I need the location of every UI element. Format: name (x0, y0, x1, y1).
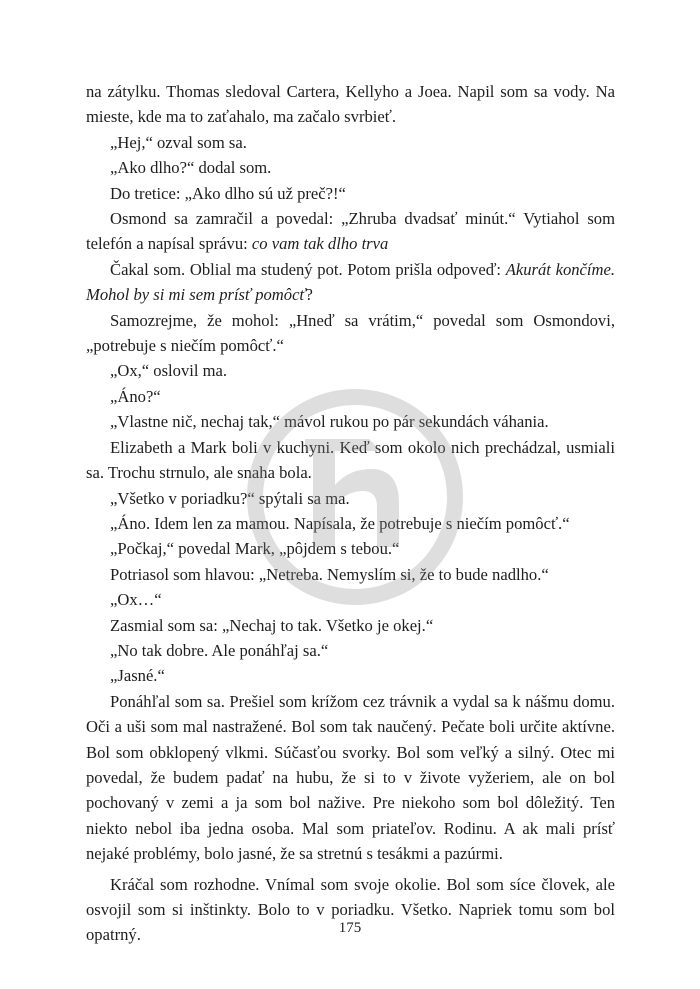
paragraph-5-italic: co vam tak dlho trva (251, 234, 389, 254)
paragraph-19: „Jasné.“ (110, 666, 165, 686)
paragraph-12: „Všetko v poriadku?“ spýtali sa ma. (110, 488, 350, 508)
page-body (86, 79, 615, 948)
paragraph-5 (86, 206, 615, 257)
paragraph-8: „Ox,“ oslovil ma. (110, 361, 228, 381)
paragraph-16: „Ox…“ (110, 590, 162, 610)
paragraph-3: „Ako dlho?“ dodal som. (110, 158, 272, 178)
paragraph-6-text: Čakal som. Oblial ma studený pot. Potom prišla odpoveď: (110, 259, 506, 279)
paragraph-6 (86, 257, 615, 308)
paragraph-10: „Vlastne nič, nechaj tak,“ mávol rukou po pár sekundách váhania. (110, 412, 549, 432)
paragraph-21: Kráčal som rozhodne. Vnímal som svoje okolie. Bol som síce človek, ale osvojil som si inštinkty. Bolo to v poriadku. Všetko. Napriek tomu som bol opatrný. (86, 874, 615, 945)
paragraph-20: Ponáhľal som sa. Prešiel som krížom cez trávnik a vydal sa k nášmu domu. Oči a uši som mal nastražené. Bol som tak naučený. Pečate boli určite aktívne. Bol som obklopený vlkmi. Súčasťou svorky. Bol som veľký a silný. Otec mi povedal, že budem padať na hubu, že si to v živote vyžeriem, ale on bol pochovaný v zemi a ja som bol nažive. Pre niekoho som bol dôležitý. Ten niekto nebol iba jedna osoba. Mal som priateľov. Rodinu. A ak mali prísť nejaké problémy, bolo jasné, že sa stretnú s tesákmi a pazúrmi. (86, 691, 615, 864)
paragraph-5-text: Osmond sa zamračil a povedal: „Zhruba dvadsať minút.“ Vytiahol som telefón a napísal správu: (86, 209, 615, 254)
page-number: 175 (338, 920, 362, 936)
paragraph-11: Elizabeth a Mark boli v kuchyni. Keď som okolo nich prechádzal, usmiali sa. Trochu strnulo, ale snaha bola. (86, 437, 615, 483)
paragraph-2: „Hej,“ ozval som sa. (110, 132, 247, 152)
paragraph-6-suffix: ? (305, 285, 313, 305)
paragraph-17: Zasmial som sa: „Nechaj to tak. Všetko je okej.“ (110, 615, 434, 635)
paragraph-6-italic: Akurát končíme. Mohol by si mi sem prísť pomôcť (86, 259, 616, 305)
paragraph-1: na zátylku. Thomas sledoval Cartera, Kellyho a Joea. Napil som sa vody. Na mieste, kde ma to zaťahalo, ma začalo svrbieť. (86, 82, 615, 127)
paragraph-14: „Počkaj,“ povedal Mark, „pôjdem s tebou.“ (110, 539, 400, 559)
paragraph-7: Samozrejme, že mohol: „Hneď sa vrátim,“ povedal som Osmondovi, „potrebuje s niečím pomôcť.“ (86, 310, 615, 356)
paragraph-4: Do tretice: „Ako dlho sú už preč?!“ (110, 183, 346, 203)
paragraph-15: Potriasol som hlavou: „Netreba. Nemyslím si, že to bude nadlho.“ (110, 564, 549, 584)
paragraph-18: „No tak dobre. Ale ponáhľaj sa.“ (110, 640, 329, 660)
paragraph-9: „Áno?“ (110, 386, 161, 406)
paragraph-13: „Áno. Idem len za mamou. Napísala, že potrebuje s niečím pomôcť.“ (110, 513, 570, 533)
